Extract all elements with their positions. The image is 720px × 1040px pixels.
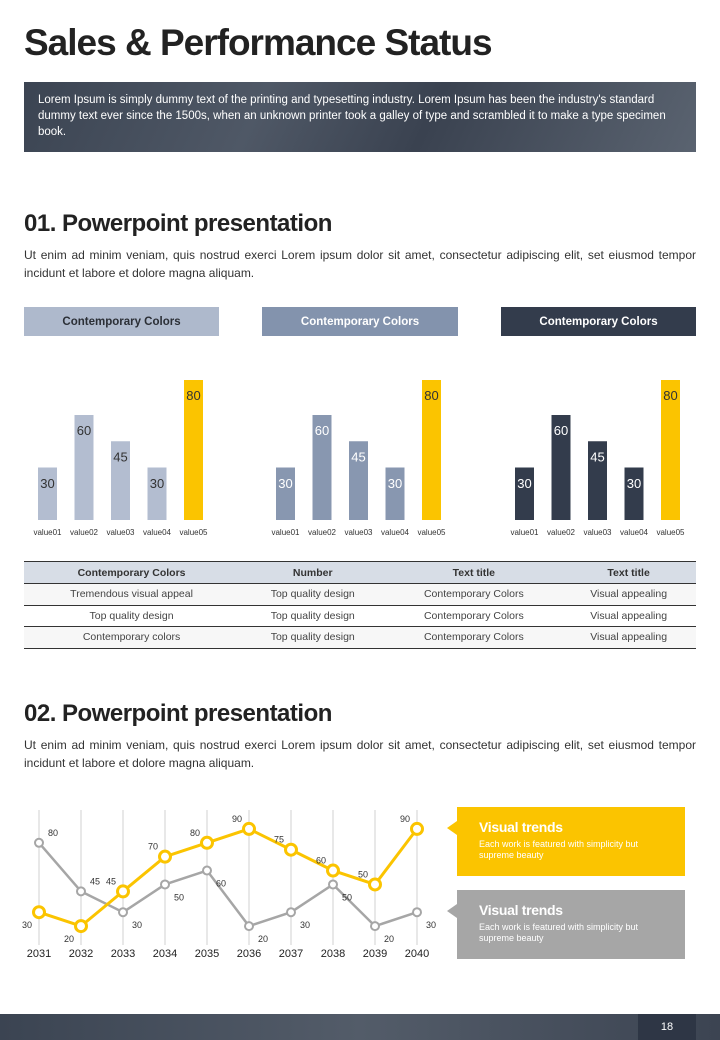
data-point [77,887,85,895]
data-label: 30 [131,920,143,931]
footer-bar [0,1014,720,1040]
table-cell: Contemporary Colors [386,584,561,606]
x-tick-label: 2040 [404,948,430,960]
table-header: Contemporary Colors [24,562,239,584]
data-point [118,886,129,897]
table-header: Number [239,562,386,584]
table-cell: Visual appealing [561,584,696,606]
x-tick-label: 2036 [236,948,262,960]
bar-value-label: 30 [387,476,403,491]
category-label: value03 [344,528,373,537]
table-cell: Top quality design [239,605,386,627]
line-chart-svg [20,805,445,965]
data-label: 75 [273,834,285,845]
bar-value-label: 30 [40,476,55,491]
bar-value-label: 80 [424,388,439,403]
table-cell: Contemporary colors [24,627,239,649]
category-label: value05 [179,528,208,537]
category-label: value04 [380,528,410,537]
data-label: 30 [21,920,33,931]
table-row [24,605,696,627]
data-label: 50 [173,892,185,903]
bar-value-label: 60 [314,423,330,438]
bar-value-label: 60 [76,423,92,438]
bar-value-label: 30 [149,476,165,491]
table-cell: Top quality design [239,584,386,606]
x-tick-label: 2033 [110,948,136,960]
trend-text: Each work is featured with simplicity but supreme beauty [479,839,639,860]
data-point [203,867,211,875]
trend-title: Visual trends [479,902,563,918]
data-point [329,880,337,888]
bar-value-label: 45 [590,449,605,465]
table-cell: Tremendous visual appeal [24,584,239,606]
data-label: 20 [257,934,269,945]
data-label: 20 [383,934,395,945]
data-label: 90 [399,813,411,824]
table-row [24,584,696,606]
color-box-dark: Contemporary Colors [501,307,696,336]
trend-text: Each work is featured with simplicity but supreme beauty [479,922,639,943]
bar-chart-medium [262,360,462,547]
data-label: 80 [189,827,201,838]
category-label: value01 [510,528,539,537]
data-label: 45 [105,876,117,887]
data-point [119,908,127,916]
category-label: value02 [69,528,99,537]
data-point [35,839,43,847]
category-label: value05 [656,528,685,537]
banner-text: Lorem Ipsum is simply dummy text of the printing and typesetting industry. Lorem Ipsum has been the industry's standard dummy text ever since the 1500s, when an unknown printer took a galley of type and scrambled it to make a type specimen book. [38,94,666,138]
data-label: 70 [147,841,159,852]
page-number: 18 [638,1014,696,1040]
bar-value-label: 80 [663,388,678,403]
category-label: value03 [583,528,612,537]
category-label: value03 [106,528,135,537]
category-label: value01 [271,528,300,537]
bar-chart-dark [501,360,701,547]
data-point [413,908,421,916]
category-label: value02 [546,528,576,537]
x-tick-label: 2032 [68,948,94,960]
data-label: 90 [231,813,243,824]
table-cell: Contemporary Colors [386,605,561,627]
data-table [24,561,696,649]
x-tick-label: 2037 [278,948,304,960]
table-row [24,627,696,649]
data-point [34,907,45,918]
data-label: 30 [425,920,437,931]
table-header: Text title [386,562,561,584]
table-cell: Contemporary Colors [386,627,561,649]
data-point [328,865,339,876]
data-label: 30 [299,920,311,931]
bar-chart-dark-svg [501,360,701,542]
category-label: value05 [417,528,446,537]
pointer-arrow-icon [447,821,457,835]
section-1-text: Ut enim ad minim veniam, quis nostrud exerci Lorem ipsum dolor sit amet, consectetur adipiscing elit, set eiusmod tempor incidunt et labore et dolore magna aliquam. [24,248,696,280]
data-label: 50 [341,892,353,903]
data-label: 20 [63,934,75,945]
bar-chart-medium-svg [262,360,462,542]
data-point [412,823,423,834]
category-label: value04 [142,528,172,537]
data-label: 45 [89,876,101,887]
bar-value-label: 60 [553,423,569,438]
section-2-text: Ut enim ad minim veniam, quis nostrud exerci Lorem ipsum dolor sit amet, consectetur adipiscing elit, set eiusmod tempor incidunt et labore et dolore magna aliquam. [24,738,696,770]
data-point [76,921,87,932]
data-label: 80 [47,827,59,838]
category-label: value01 [33,528,62,537]
data-point [202,837,213,848]
table-cell: Top quality design [24,605,239,627]
x-tick-label: 2038 [320,948,346,960]
data-point [286,844,297,855]
trend-card-yellow [457,807,685,876]
data-point [160,851,171,862]
intro-banner [24,82,696,152]
page-title: Sales & Performance Status [24,22,492,63]
table-header: Text title [561,562,696,584]
data-label: 60 [315,855,327,866]
data-point [244,823,255,834]
category-label: value04 [619,528,649,537]
trend-card-gray [457,890,685,959]
color-box-medium: Contemporary Colors [262,307,458,336]
x-tick-label: 2039 [362,948,388,960]
line-chart [20,805,445,970]
color-box-light: Contemporary Colors [24,307,219,336]
bar-chart-light [24,360,224,547]
data-point [161,880,169,888]
section-2-title: 02. Powerpoint presentation [24,700,332,727]
bar-value-label: 30 [517,476,532,491]
x-tick-label: 2034 [152,948,178,960]
table-header-row [24,562,696,584]
bar-value-label: 45 [351,449,366,465]
table-cell: Top quality design [239,627,386,649]
data-label: 50 [357,869,369,880]
bar-value-label: 30 [626,476,642,491]
pointer-arrow-icon [447,904,457,918]
category-label: value02 [307,528,337,537]
bar-value-label: 80 [186,388,201,403]
x-tick-label: 2031 [26,948,52,960]
bar-value-label: 30 [278,476,293,491]
trend-title: Visual trends [479,819,563,835]
section-1-title: 01. Powerpoint presentation [24,210,332,237]
data-point [245,922,253,930]
data-point [370,879,381,890]
data-point [371,922,379,930]
data-label: 60 [215,878,227,889]
table-cell: Visual appealing [561,605,696,627]
data-point [287,908,295,916]
bar-chart-light-svg [24,360,224,542]
x-tick-label: 2035 [194,948,220,960]
table-cell: Visual appealing [561,627,696,649]
bar-value-label: 45 [113,449,128,465]
